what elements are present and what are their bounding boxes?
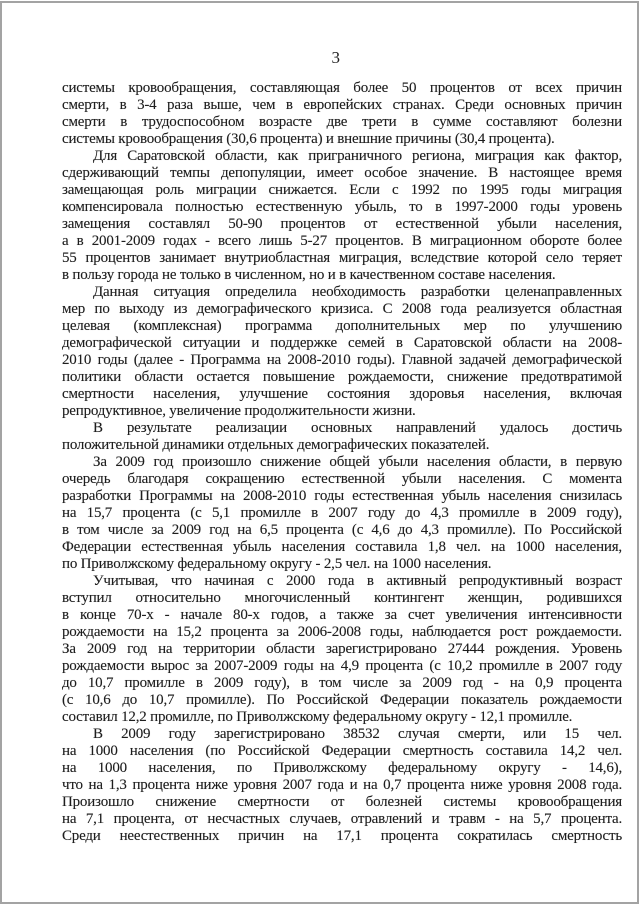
- text-line: В 2009 году зарегистрировано 38532 случая смерти, или 15 чел.: [93, 726, 622, 742]
- text-line: мер по выходу из демографического кризиса. С 2008 года реализуется областная: [62, 301, 622, 317]
- paragraph: [62, 420, 622, 454]
- text-line: Данная ситуация определила необходимость разработки целенаправленных: [93, 284, 622, 300]
- text-line: очередь благодаря сокращению естественной убыли населения. С момента: [62, 471, 622, 487]
- text-line: а в 2001-2009 годах - всего лишь 5-27 процентов. В миграционном обороте более: [62, 233, 622, 249]
- text-line: компенсировала полностью естественную убыль, то в 1997-2000 годы уровень: [62, 199, 622, 215]
- text-line: рождаемости на 15,2 процента за 2006-2008 годы, наблюдается рост рождаемости.: [62, 624, 622, 640]
- text-line: до 10,7 промилле в 2009 году), в том числе за 2009 год - на 0,9 процента: [62, 675, 622, 691]
- text-line: 2010 годы (далее - Программа на 2008-2010 годы). Главной задачей демографической: [62, 352, 622, 368]
- text-line: замещения составлял 50-90 процентов от естественной убыли населения,: [62, 216, 622, 232]
- paragraph: [62, 573, 622, 726]
- text-line: Для Саратовской области, как приграничного региона, миграция как фактор,: [93, 148, 622, 164]
- text-line: репродуктивное, увеличение продолжительности жизни.: [62, 403, 416, 419]
- text-line: Федерации естественная убыль населения составила 1,8 чел. на 1000 населения,: [62, 539, 622, 555]
- text-line: смертности населения, улучшение состояния здоровья населения, включая: [62, 386, 622, 402]
- text-line: смерти в трудоспособном возрасте две трети в сумме составляют болезни: [62, 114, 622, 130]
- text-line: За 2009 год на территории области зарегистрировано 27444 рождения. Уровень: [62, 641, 622, 657]
- paragraph: [62, 726, 622, 845]
- text-line: в том числе за 2009 год на 6,5 процента (с 4,6 до 4,3 промилле). По Российской: [62, 522, 622, 538]
- paragraph: [62, 148, 622, 284]
- document-body: [62, 80, 622, 845]
- text-line: сдерживающий темпы депопуляции, имеет особое значение. В настоящее время: [62, 165, 622, 181]
- text-line: (с 10,6 до 10,7 промилле). По Российской Федерации показатель рождаемости: [62, 692, 622, 708]
- text-line: В результате реализации основных направлений удалось достичь: [93, 420, 622, 436]
- text-line: составил 12,2 промилле, по Приволжскому федеральному округу - 12,1 промилле.: [62, 709, 573, 725]
- text-line: замещающая роль миграции снижается. Если с 1992 по 1995 годы миграция: [62, 182, 622, 198]
- text-line: в пользу города не только в численном, но и в качественном составе населения.: [62, 267, 556, 283]
- text-line: на 15,7 процента (с 5,1 промилле в 2007 году до 4,3 промилле в 2009 году),: [62, 505, 622, 521]
- text-line: Учитывая, что начиная с 2000 года в активный репродуктивный возраст: [93, 573, 622, 589]
- text-line: системы кровообращения (30,6 процента) и внешние причины (30,4 процента).: [62, 131, 555, 147]
- text-line: что на 1,3 процента ниже уровня 2007 года и на 0,7 процента ниже уровня 2008 года.: [62, 777, 622, 793]
- text-line: разработки Программы на 2008-2010 годы естественная убыль населения снизилась: [62, 488, 622, 504]
- text-line: на 1000 населения, по Приволжскому федеральному округу - 14,6),: [62, 760, 622, 776]
- text-line: политики области остается повышение рождаемости, снижение предотвратимой: [62, 369, 622, 385]
- text-line: 55 процентов занимает внутриобластная миграция, вследствие которой село теряет: [62, 250, 622, 266]
- text-line: по Приволжскому федеральному округу - 2,5 чел. на 1000 населения.: [62, 556, 492, 572]
- text-line: положительной динамики отдельных демографических показателей.: [62, 437, 490, 453]
- text-line: Произошло снижение смертности от болезней системы кровообращения: [62, 794, 622, 810]
- text-line: системы кровообращения, составляющая более 50 процентов от всех причин: [62, 80, 622, 96]
- page-number: 3: [331, 48, 341, 67]
- text-line: вступил относительно многочисленный контингент женщин, родившихся: [62, 590, 622, 606]
- text-line: смерти, в 3-4 раза выше, чем в европейских странах. Среди основных причин: [62, 97, 622, 113]
- text-line: За 2009 год произошло снижение общей убыли населения области, в первую: [93, 454, 622, 470]
- text-line: целевая (комплексная) программа дополнительных мер по улучшению: [62, 318, 622, 334]
- paragraph: [62, 80, 622, 148]
- text-line: на 1000 населения (по Российской Федерации смертность составила 14,2 чел.: [62, 743, 622, 759]
- text-line: демографической ситуации и поддержке семей в Саратовской области на 2008-: [62, 335, 622, 351]
- text-line: в конце 70-х - начале 80-х годов, а также за счет увеличения интенсивности: [62, 607, 622, 623]
- text-line: на 7,1 процента, от несчастных случаев, отравлений и травм - на 5,7 процента.: [62, 811, 622, 827]
- text-line: Среди неестественных причин на 17,1 процента сократилась смертность: [62, 828, 622, 844]
- text-line: рождаемости вырос за 2007-2009 годы на 4,9 процента (с 10,2 промилле в 2007 году: [62, 658, 622, 674]
- paragraph: [62, 454, 622, 573]
- paragraph: [62, 284, 622, 420]
